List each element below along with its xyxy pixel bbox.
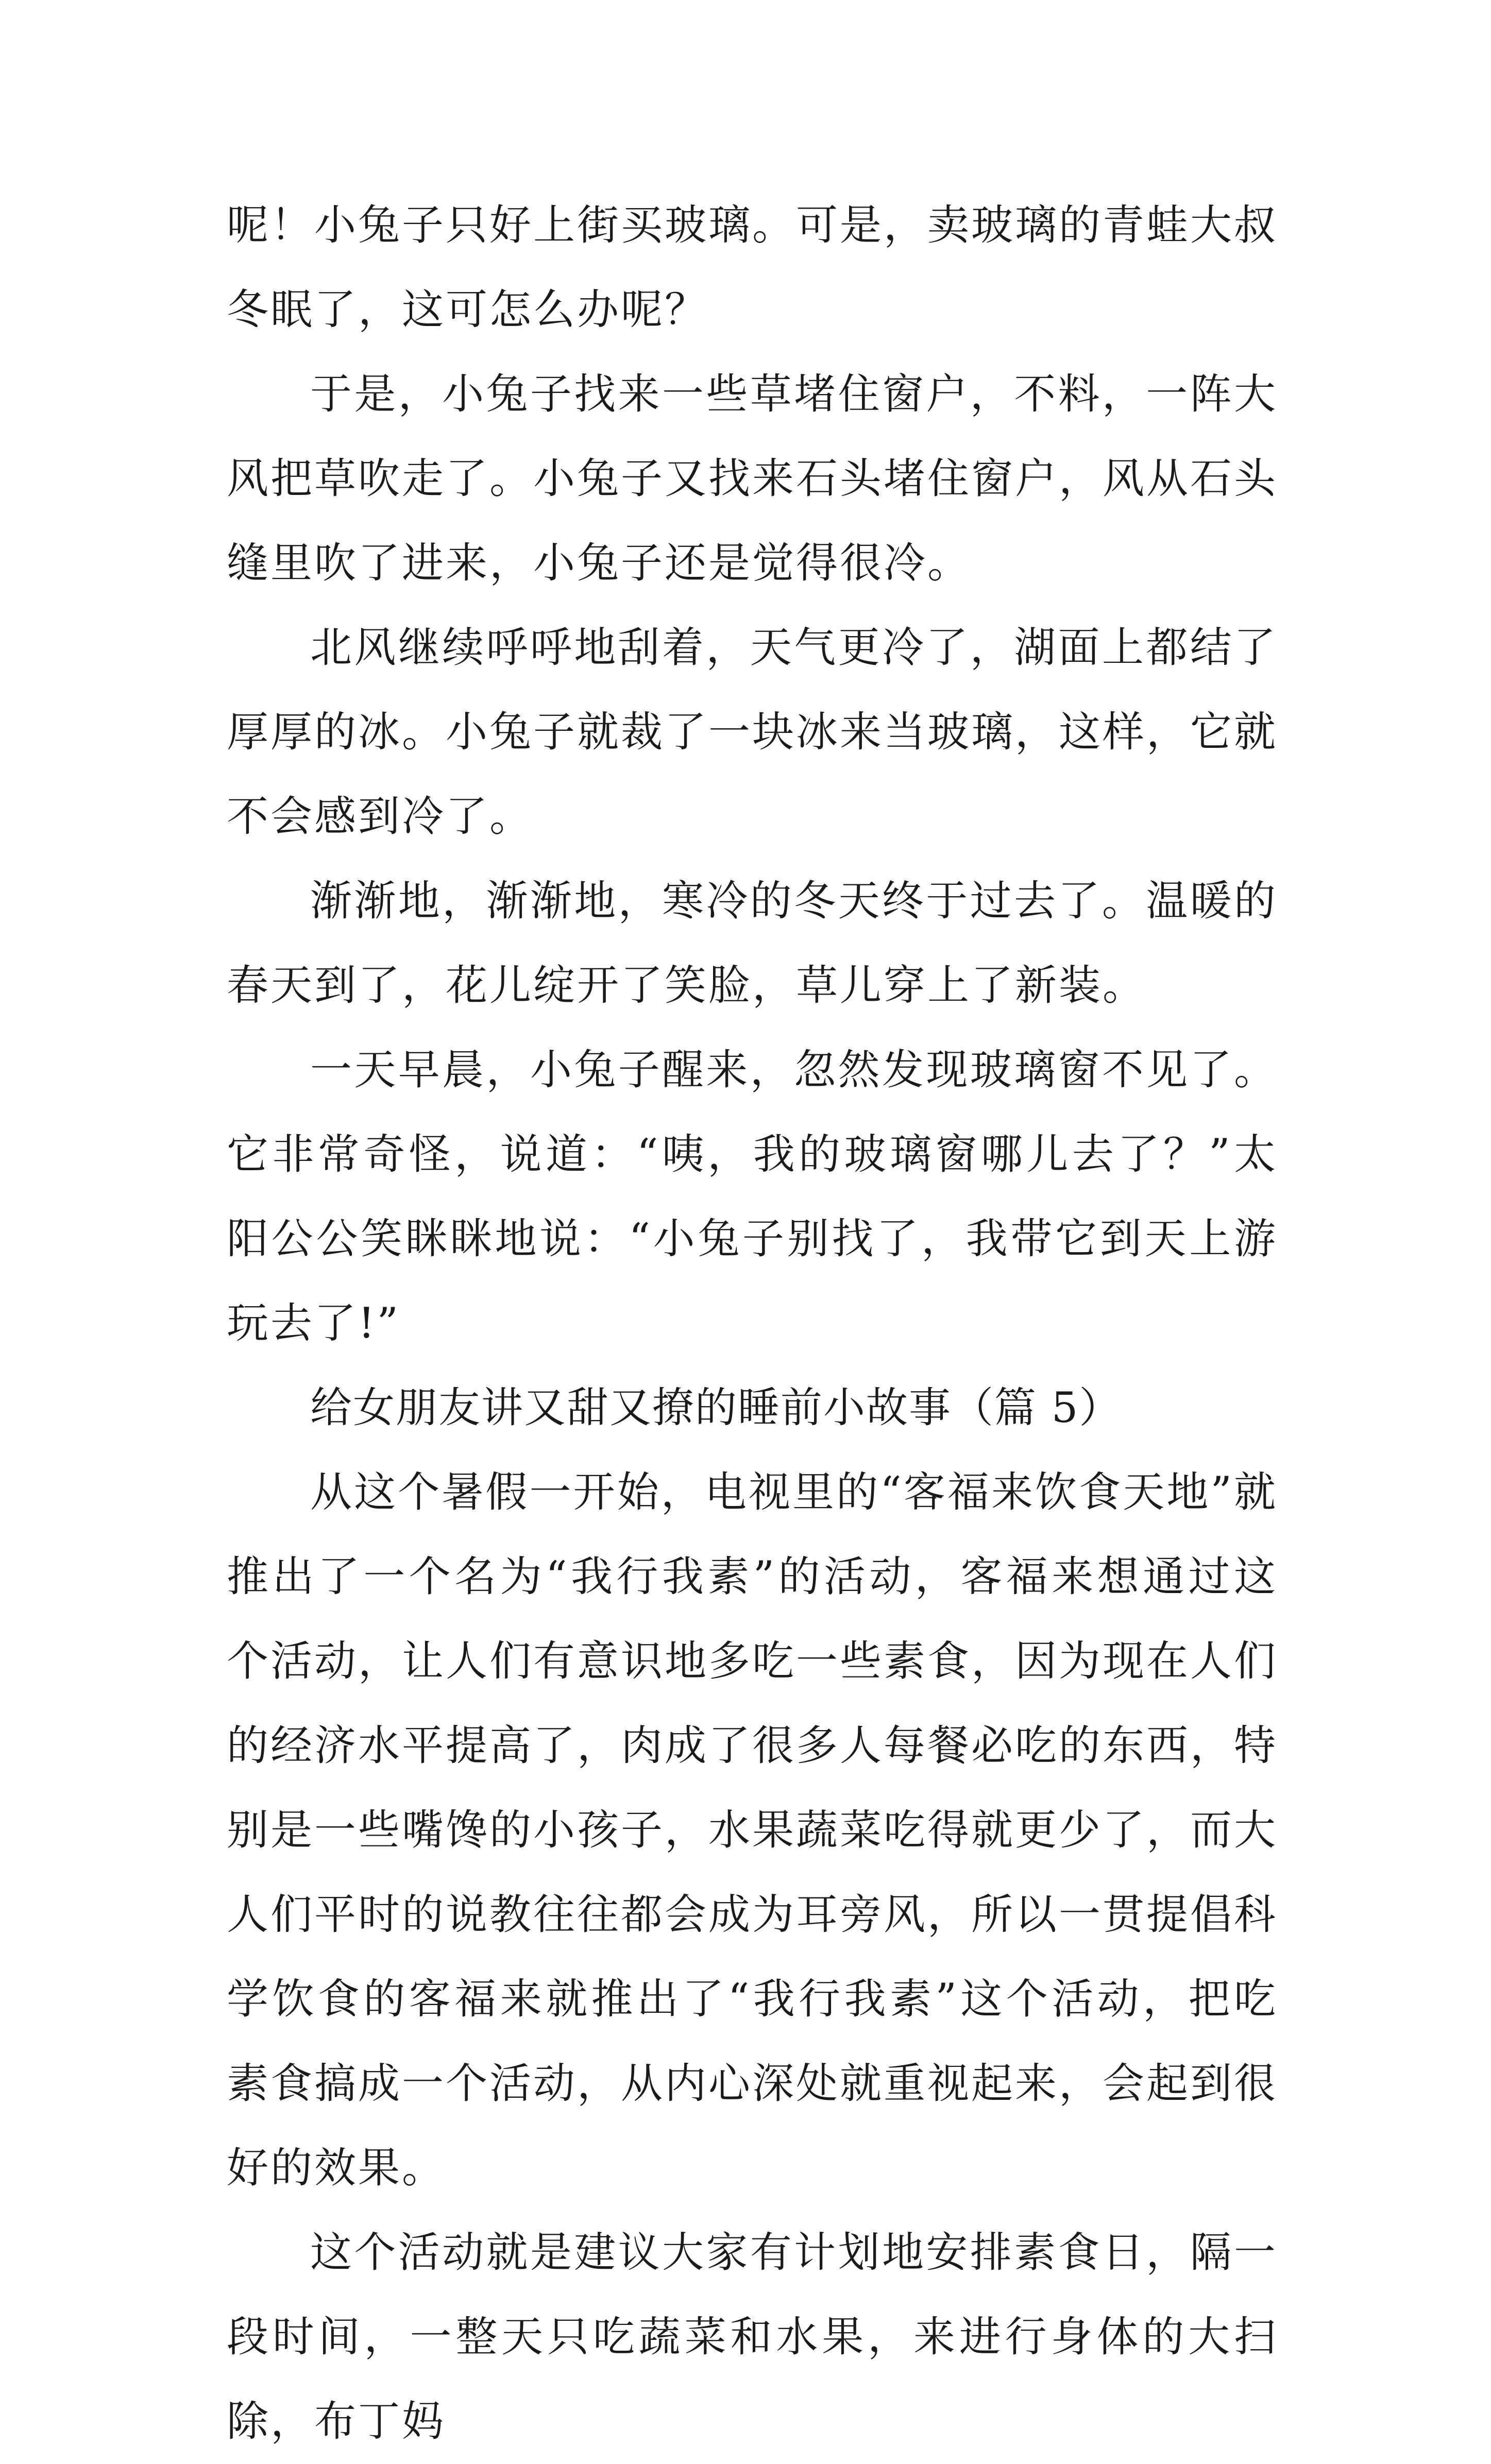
paragraph: 渐渐地，渐渐地，寒冷的冬天终于过去了。温暖的春天到了，花儿绽开了笑脸，草儿穿上了新装。 [227,877,1278,1010]
document-body [227,183,1278,2464]
paragraph: 从这个暑假一开始，电视里的“客福来饮食天地”就推出了一个名为“我行我素”的活动，客福来想通过这个活动，让人们有意识地多吃一些素食，因为现在人们的经济水平提高了，肉成了很多人每餐必吃的东西，特别是一些嘴馋的小孩子，水果蔬菜吃得就更少了，而大人们平时的说教往往都会成为耳旁风，所以一贯提倡科学饮食的客福来就推出了“我行我素”这个活动，把吃素食搞成一个活动，从内心深处就重视起来，会起到很好的效果。 [227,1468,1278,2193]
paragraph: 于是，小兔子找来一些草堵住窗户，不料，一阵大风把草吹走了。小兔子又找来石头堵住窗户，风从石头缝里吹了进来，小兔子还是觉得很冷。 [227,370,1278,588]
paragraph: 这个活动就是建议大家有计划地安排素食日，隔一段时间，一整天只吃蔬菜和水果，来进行身体的大扫除，布丁妈 [227,2229,1278,2446]
section-heading: 给女朋友讲又甜又撩的睡前小故事（篇 5） [310,1384,1122,1432]
paragraph: 一天早晨，小兔子醒来，忽然发现玻璃窗不见了。它非常奇怪，说道：“咦，我的玻璃窗哪儿去了？”太阳公公笑眯眯地说：“小兔子别找了，我带它到天上游玩去了!” [227,1046,1278,1348]
paragraph-continued: 呢！小兔子只好上街买玻璃。可是，卖玻璃的青蛙大叔冬眠了，这可怎么办呢？ [227,201,1278,334]
paragraph: 北风继续呼呼地刮着，天气更冷了，湖面上都结了厚厚的冰。小兔子就裁了一块冰来当玻璃，这样，它就不会感到冷了。 [227,624,1278,841]
